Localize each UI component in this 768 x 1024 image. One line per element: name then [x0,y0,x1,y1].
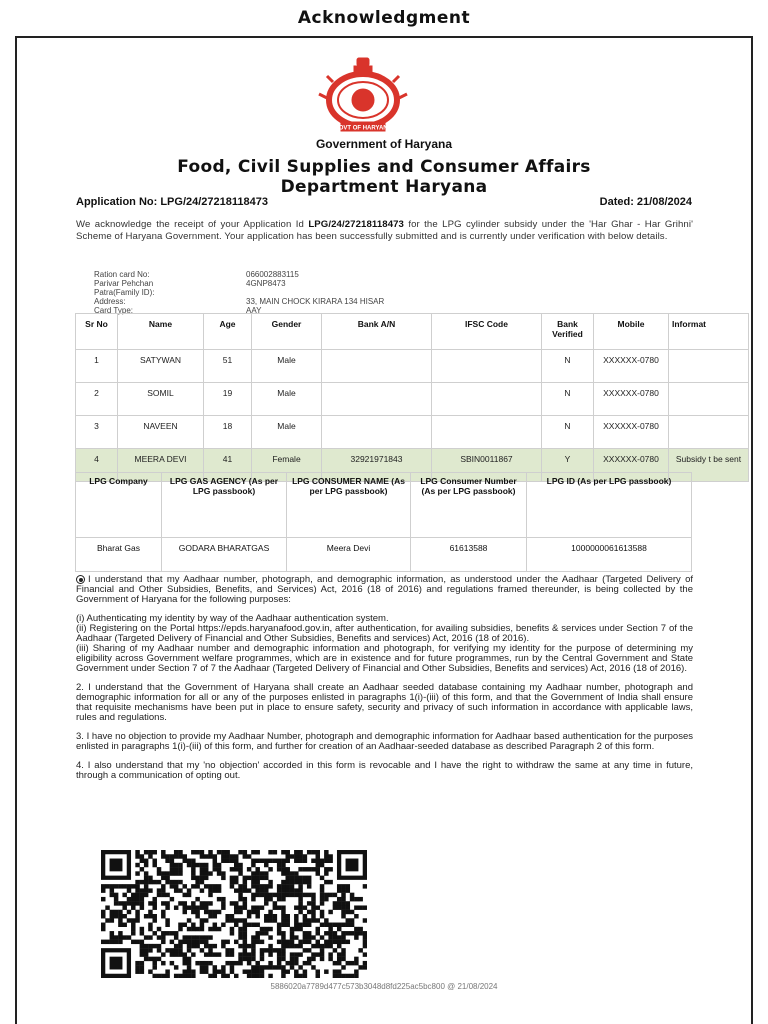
detail-value: AAY [246,306,262,315]
column-header: LPG Consumer Number (As per LPG passbook) [411,473,527,538]
table-cell: 4 [76,449,118,482]
column-header: LPG GAS AGENCY (As per LPG passbook) [162,473,287,538]
table-row [76,538,692,572]
column-header: Mobile [594,314,669,350]
table-row [76,416,749,449]
department-title [60,157,708,197]
table-cell: 1 [76,350,118,383]
detail-label: Card Type: [94,306,133,315]
column-header: LPG ID (As per LPG passbook) [527,473,692,538]
column-header: IFSC Code [432,314,542,350]
column-header: Name [118,314,204,350]
title-bar [0,0,768,36]
members-table [75,313,749,482]
table-cell: SOMIL [118,383,204,416]
table-cell: MEERA DEVI [118,449,204,482]
table-cell: Bharat Gas [76,538,162,572]
table-cell: Male [252,383,322,416]
table-cell [322,383,432,416]
table-row [76,383,749,416]
table-cell: Female [252,449,322,482]
table-cell: 61613588 [411,538,527,572]
table-cell: Meera Devi [287,538,411,572]
haryana-seal-logo [313,54,413,134]
table-cell [669,350,749,383]
table-cell [322,416,432,449]
table-cell [669,383,749,416]
table-cell: 32921971843 [322,449,432,482]
application-date: Dated: 21/08/2024 [599,196,692,208]
table-cell: 2 [76,383,118,416]
table-cell: Male [252,350,322,383]
table-row [76,350,749,383]
table-cell: 3 [76,416,118,449]
left-border [15,36,17,1024]
right-border [751,36,753,1024]
column-header: Gender [252,314,322,350]
column-header: Age [204,314,252,350]
table-cell: N [542,416,594,449]
table-cell: XXXXXX-0780 [594,383,669,416]
intro-text-1: We acknowledge the receipt of your Application Id [76,219,309,230]
detail-row [94,297,384,306]
column-header: Bank Verified [542,314,594,350]
document-hash: 5886020a7789d477c573b3048d8fd225ac5bc800 @ 21/08/2024 [270,982,498,991]
detail-value: 33, MAIN CHOCK KIRARA 134 HISAR [246,297,385,306]
detail-label: Parivar Pehchan [94,279,154,288]
title-divider [15,36,753,38]
table-cell: XXXXXX-0780 [594,416,669,449]
lpg-details-table [75,472,692,572]
application-number: Application No: LPG/24/27218118473 [76,196,268,208]
table-header-row [76,473,692,538]
detail-value: 066002883115 [246,270,299,279]
table-cell [432,416,542,449]
declaration-paragraph-3: 3. I have no objection to provide my Aadhaar Number, photograph and demographic information for Aadhaar based authentication for the purposes enlisted in paragraphs 1(i)-(iii) of this form, and further for creation of an Aadhaar-seeded database as described Paragraph 2 of this form. [76,731,693,753]
intro-application-id: LPG/24/27218118473 [308,219,404,230]
table-cell: XXXXXX-0780 [594,449,669,482]
column-header: LPG Company [76,473,162,538]
detail-row [94,288,384,297]
table-cell: N [542,350,594,383]
table-cell [432,350,542,383]
aadhaar-declaration [76,575,693,790]
table-cell: 1000000061613588 [527,538,692,572]
detail-value: 4GNP8473 [246,279,286,288]
qr-code [101,850,367,978]
department-line-1: Food, Civil Supplies and Consumer Affairs [177,157,591,177]
column-header: Informat [669,314,749,350]
table-cell: 18 [204,416,252,449]
declaration-paragraph-2: 2. I understand that the Government of Haryana shall create an Aadhaar seeded database containing my Aadhaar number, photograph and demographic information for all or any of the purposes enlisted in paragraphs 1(i)-(iii) of this form, and that the Government of India shall ensure that requisite mechanisms have been put in place to ensure safety, security and privacy of such information in accordance with applicable laws, rules and regulations. [76,682,693,724]
consent-text: I understand that my Aadhaar number, photograph, and demographic information, as understood under the Aadhaar (Targeted Delivery of Financial and Other Subsidies, Benefits, and Services) Act, 2016 (18 of 2016) and regulations framed thereunder, is being collected by the Government of Haryana for the following purposes: [76,574,693,606]
intro-text-2: for the LPG cylinder subsidy under the 'Har Ghar - Har Grihni' Scheme of Haryana Government. Your application has been successfully submitted and is currently under verification with below details. [76,219,694,242]
detail-label: Address: [94,297,126,306]
table-cell: Y [542,449,594,482]
table-cell: GODARA BHARATGAS [162,538,287,572]
table-cell [322,350,432,383]
detail-label: Patra(Family ID): [94,288,155,297]
table-cell [669,416,749,449]
acknowledgment-intro [76,219,693,243]
svg-text:GOVT OF HARYANA: GOVT OF HARYANA [334,125,392,132]
consent-radio[interactable] [76,575,85,584]
table-cell: XXXXXX-0780 [594,350,669,383]
column-header: Bank A/N [322,314,432,350]
declaration-paragraph-4: 4. I also understand that my 'no objection' accorded in this form is revocable and I have the right to withdraw the same at any time in future, through a communication of opting out. [76,760,693,782]
table-cell: 51 [204,350,252,383]
column-header: LPG CONSUMER NAME (As per LPG passbook) [287,473,411,538]
table-cell: NAVEEN [118,416,204,449]
government-name: Government of Haryana [315,137,453,151]
department-line-2: Department Haryana [280,177,488,197]
purposes-paragraph: (i) Authenticating my identity by way of the Aadhaar authentication system. (ii) Registering on the Portal https://epds.haryanafood.gov.in, after authentication, for availing subsidies, benefits & services under Section 7 of the Aadhaar (Targeted Delivery of Financial and Other Subsidies, Benefits and services) Act, 2016 (18 of 2016). (iii) Sharing of my Aadhaar number and demographic information and photograph, for verifying my identity for the purpose of determining my eligibility across Government welfare programmes, which are in existence and for future programmes, run by the Central Government and State Government under Section 7 of 7 the Aadhaar (Targeted Delivery of Financial and Other Subsidies, Benefits and services) Act, 2016 (18 of 2016). [76,613,693,675]
table-cell: 19 [204,383,252,416]
table-cell: N [542,383,594,416]
detail-row [94,270,384,279]
table-cell: 41 [204,449,252,482]
table-cell: SATYWAN [118,350,204,383]
table-cell [432,383,542,416]
family-details [94,270,384,315]
table-header-row [76,314,749,350]
column-header: Sr No [76,314,118,350]
table-cell: Male [252,416,322,449]
table-cell: SBIN0011867 [432,449,542,482]
page-title: Acknowledgment [297,8,471,28]
detail-label: Ration card No: [94,270,150,279]
detail-row [94,279,384,288]
table-cell: Subsidy t be sent [669,449,749,482]
consent-paragraph [76,575,693,605]
